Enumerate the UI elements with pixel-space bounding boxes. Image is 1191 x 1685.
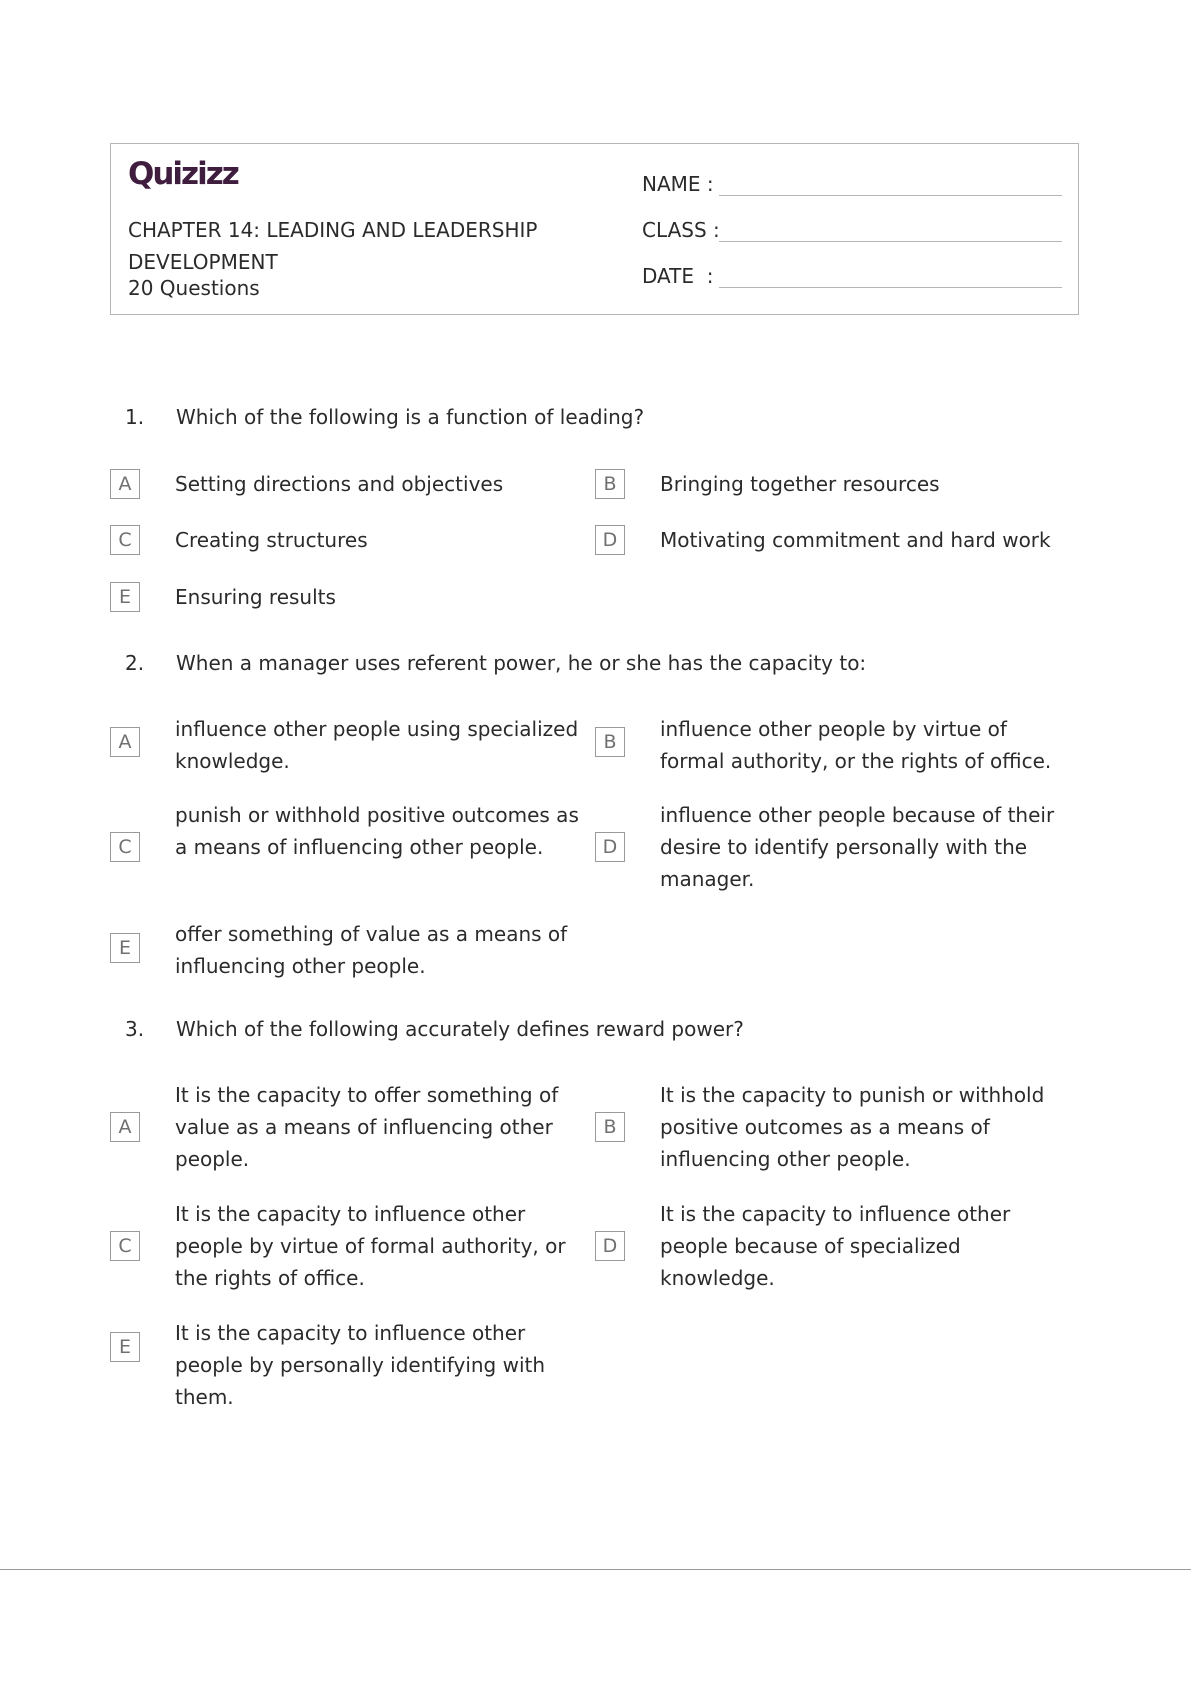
name-field[interactable] (642, 164, 1062, 196)
option-text: offer something of value as a means of influencing other people. (175, 922, 568, 978)
option-letter-box[interactable]: C (110, 525, 140, 555)
option-letter-box[interactable]: C (110, 832, 140, 862)
worksheet-header (110, 143, 1079, 315)
option-letter-box[interactable]: E (110, 933, 140, 963)
option-letter-box[interactable]: D (595, 525, 625, 555)
class-line (719, 241, 1062, 242)
date-label: DATE : (642, 264, 714, 288)
option-letter-box[interactable]: A (110, 469, 140, 499)
class-label: CLASS : (642, 218, 720, 242)
name-label: NAME : (642, 172, 714, 196)
question-number: 3. (125, 1017, 145, 1041)
date-line (719, 287, 1062, 288)
question-text: When a manager uses referent power, he or she has the capacity to: (176, 651, 867, 675)
option-text: influence other people using specialized knowledge. (175, 717, 579, 773)
option-letter-box[interactable]: A (110, 727, 140, 757)
option-letter-box[interactable]: B (595, 727, 625, 757)
option-text: It is the capacity to offer something of value as a means of influencing other people. (175, 1083, 559, 1171)
option-text: influence other people because of their desire to identify personally with the manager. (660, 803, 1055, 891)
name-line (719, 195, 1062, 196)
option-text: Creating structures (175, 528, 368, 552)
option-letter-box[interactable]: E (110, 1332, 140, 1362)
option-letter-box[interactable]: E (110, 582, 140, 612)
date-field[interactable] (642, 256, 1062, 288)
worksheet-title: CHAPTER 14: LEADING AND LEADERSHIP DEVELOPMENT (128, 218, 538, 274)
option-text: Bringing together resources (660, 472, 940, 496)
quizizz-logo: Quizizz (128, 156, 238, 192)
question-text: Which of the following is a function of leading? (176, 405, 645, 429)
option-letter-box[interactable]: C (110, 1231, 140, 1261)
option-text: influence other people by virtue of formal authority, or the rights of office. (660, 717, 1052, 773)
option-text: It is the capacity to punish or withhold positive outcomes as a means of influencing other people. (660, 1083, 1045, 1171)
option-text: Ensuring results (175, 585, 336, 609)
option-text: Motivating commitment and hard work (660, 528, 1051, 552)
option-text: Setting directions and objectives (175, 472, 504, 496)
option-letter-box[interactable]: A (110, 1112, 140, 1142)
option-letter-box[interactable]: B (595, 1112, 625, 1142)
option-text: It is the capacity to influence other people by personally identifying with them. (175, 1321, 546, 1409)
option-text: It is the capacity to influence other people by virtue of formal authority, or the rights of office. (175, 1202, 566, 1290)
question-number: 2. (125, 651, 145, 675)
class-field[interactable] (642, 210, 1062, 242)
option-text: It is the capacity to influence other people because of specialized knowledge. (660, 1202, 1011, 1290)
question-text: Which of the following accurately defines reward power? (176, 1017, 744, 1041)
question-number: 1. (125, 405, 145, 429)
option-text: punish or withhold positive outcomes as a means of influencing other people. (175, 803, 579, 859)
option-letter-box[interactable]: D (595, 832, 625, 862)
option-letter-box[interactable]: B (595, 469, 625, 499)
question-count: 20 Questions (128, 276, 260, 300)
option-letter-box[interactable]: D (595, 1231, 625, 1261)
page-footer-divider (0, 1569, 1191, 1570)
